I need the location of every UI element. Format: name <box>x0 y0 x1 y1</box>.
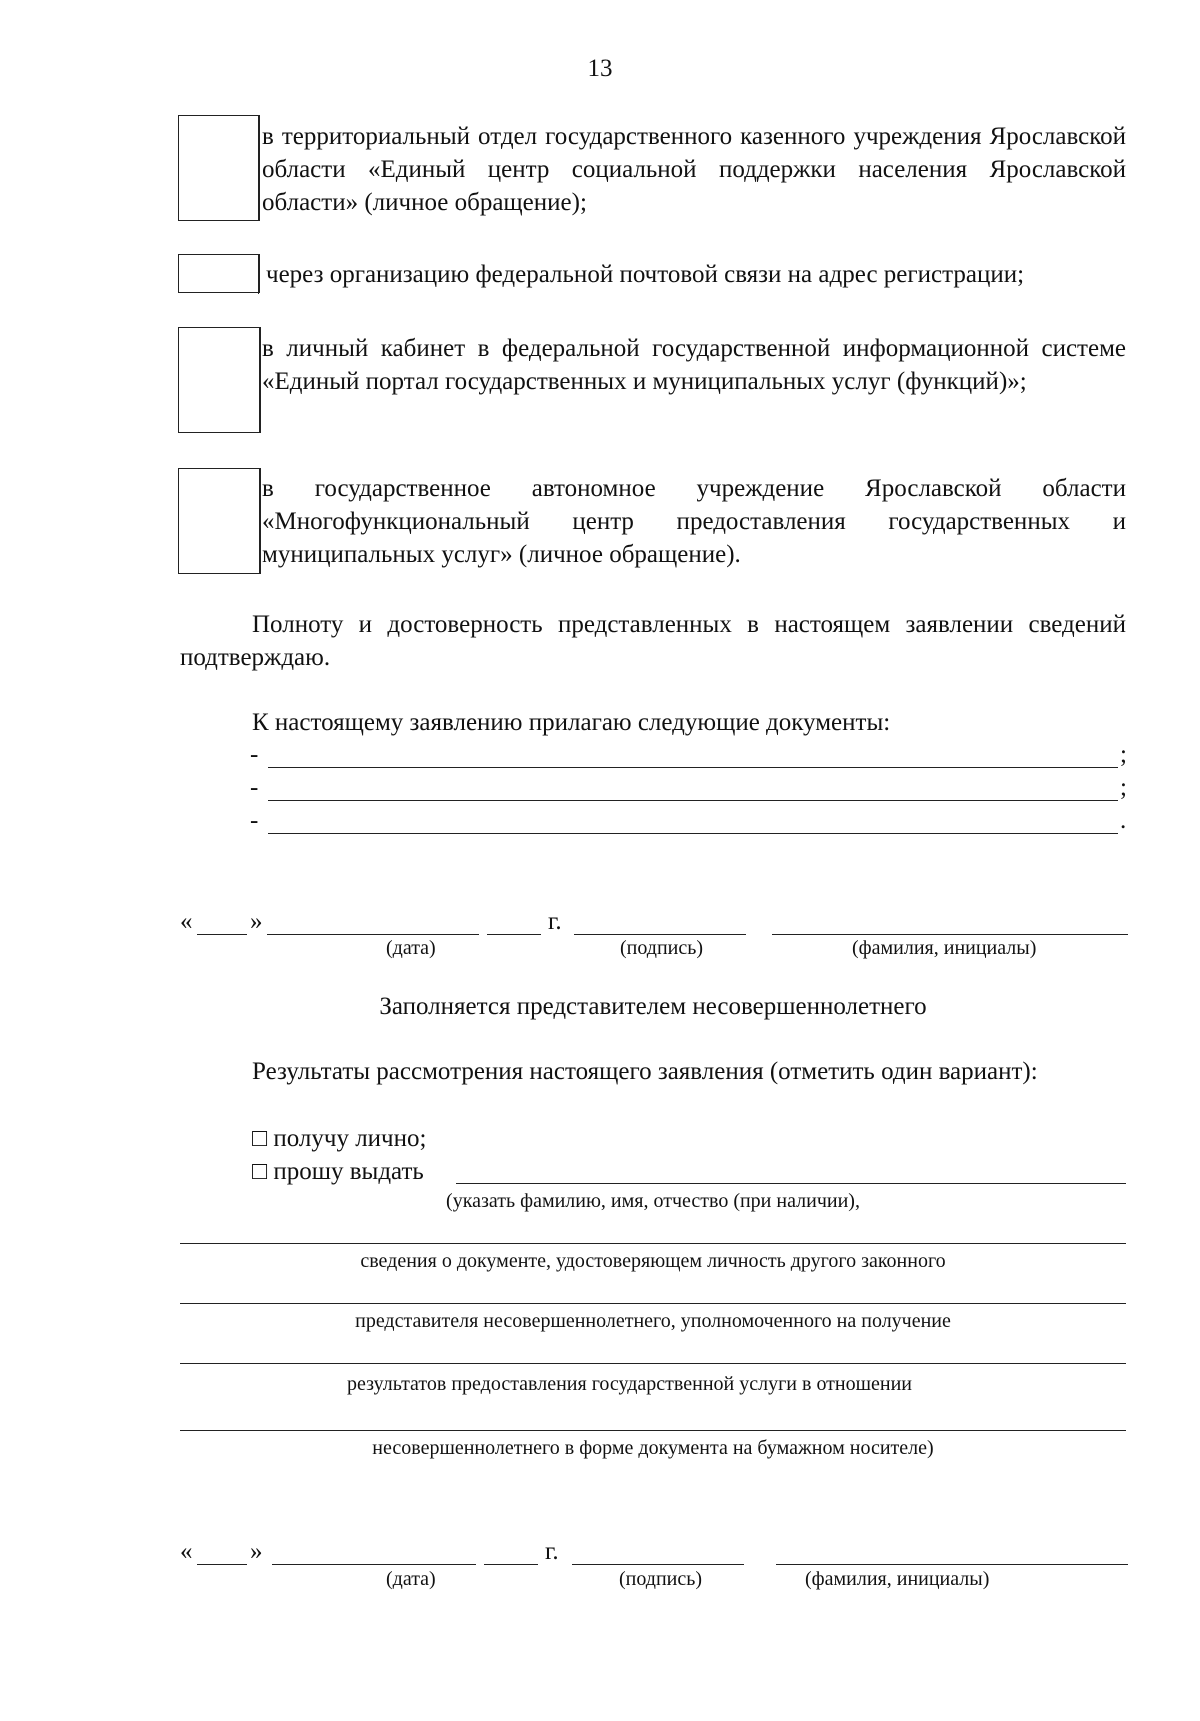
attachment-line-3[interactable] <box>268 833 1118 834</box>
recipient-line-1[interactable] <box>456 1183 1126 1184</box>
month-field[interactable] <box>267 934 479 935</box>
option-text-mfc: в государственное автономное учреждение Ярославской области «Многофункциональный центр предоставления государственных и муниципальных услуг» (личное обращение). <box>262 475 1126 568</box>
signature-field[interactable] <box>572 1564 744 1565</box>
option-text-post: через организацию федеральной почтовой связи на адрес регистрации; <box>266 261 1025 288</box>
label-signature: (подпись) <box>620 937 704 959</box>
label-name: (фамилия, инициалы) <box>852 937 1037 959</box>
checkbox-option-gosuslugi[interactable] <box>178 327 260 433</box>
recipient-line-5[interactable] <box>180 1430 1126 1431</box>
close-quote: » <box>250 1538 263 1565</box>
option-label: прошу выдать <box>273 1158 424 1185</box>
close-quote: » <box>250 908 263 935</box>
year-field[interactable] <box>487 934 541 935</box>
name-field[interactable] <box>772 934 1128 935</box>
divider <box>258 115 259 221</box>
year-field[interactable] <box>484 1564 538 1565</box>
attachment-line-2[interactable] <box>268 800 1118 801</box>
line-end: . <box>1120 807 1127 834</box>
divider <box>258 254 259 294</box>
hint-line-1: (указать фамилию, имя, отчество (при наличии), <box>446 1190 860 1212</box>
label-date: (дата) <box>386 1568 436 1590</box>
dash: - <box>250 774 259 801</box>
dash: - <box>250 741 259 768</box>
divider <box>260 468 261 574</box>
result-option-personal[interactable] <box>252 1122 426 1155</box>
day-field[interactable] <box>197 934 247 935</box>
line-end: ; <box>1120 741 1127 768</box>
day-field[interactable] <box>197 1564 247 1565</box>
dash: - <box>250 807 259 834</box>
recipient-line-3[interactable] <box>180 1303 1126 1304</box>
divider <box>260 327 261 433</box>
hint-line-2: сведения о документе, удостоверяющем личность другого законного <box>360 1250 946 1272</box>
recipient-line-2[interactable] <box>180 1243 1126 1244</box>
checkbox-option-mfc[interactable] <box>178 468 260 574</box>
label-date: (дата) <box>386 937 436 959</box>
option-text-gosuslugi: в личный кабинет в федеральной государственной информационной системе «Единый портал государственных и муниципальных услуг (функций)»; <box>262 335 1126 395</box>
confirmation-paragraph: Полноту и достоверность представленных в настоящем заявлении сведений подтверждаю. <box>180 611 1126 671</box>
attachments-heading: К настоящему заявлению прилагаю следующие документы: <box>252 709 891 736</box>
open-quote: « <box>180 1538 193 1565</box>
name-field[interactable] <box>776 1564 1128 1565</box>
option-text-ecsp: в территориальный отдел государственного казенного учреждения Ярославской области «Единый центр социальной поддержки населения Ярославской области» (личное обращение); <box>262 123 1126 216</box>
label-name: (фамилия, инициалы) <box>805 1568 990 1590</box>
recipient-line-4[interactable] <box>180 1363 1126 1364</box>
results-paragraph: Результаты рассмотрения настоящего заявления (отметить один вариант): <box>252 1058 1038 1085</box>
checkbox-option-ecsp[interactable] <box>178 115 260 221</box>
label-signature: (подпись) <box>619 1568 703 1590</box>
line-end: ; <box>1120 774 1127 801</box>
open-quote: « <box>180 908 193 935</box>
representative-heading: Заполняется представителем несовершеннолетнего <box>379 993 927 1020</box>
option-label: получу лично; <box>273 1125 427 1152</box>
year-suffix: г. <box>545 1538 559 1565</box>
checkbox-icon: □ <box>252 1125 268 1152</box>
hint-line-5: несовершеннолетнего в форме документа на бумажном носителе) <box>372 1437 934 1459</box>
attachment-line-1[interactable] <box>268 767 1118 768</box>
year-suffix: г. <box>548 908 562 935</box>
hint-line-4: результатов предоставления государственной услуги в отношении <box>347 1373 913 1395</box>
result-option-issue[interactable] <box>252 1155 424 1188</box>
signature-field[interactable] <box>574 934 746 935</box>
hint-line-3: представителя несовершеннолетнего, уполномоченного на получение <box>355 1310 951 1332</box>
page-number: 13 <box>587 55 613 82</box>
checkbox-icon: □ <box>252 1158 268 1185</box>
month-field[interactable] <box>272 1564 476 1565</box>
checkbox-option-post[interactable] <box>178 254 260 293</box>
